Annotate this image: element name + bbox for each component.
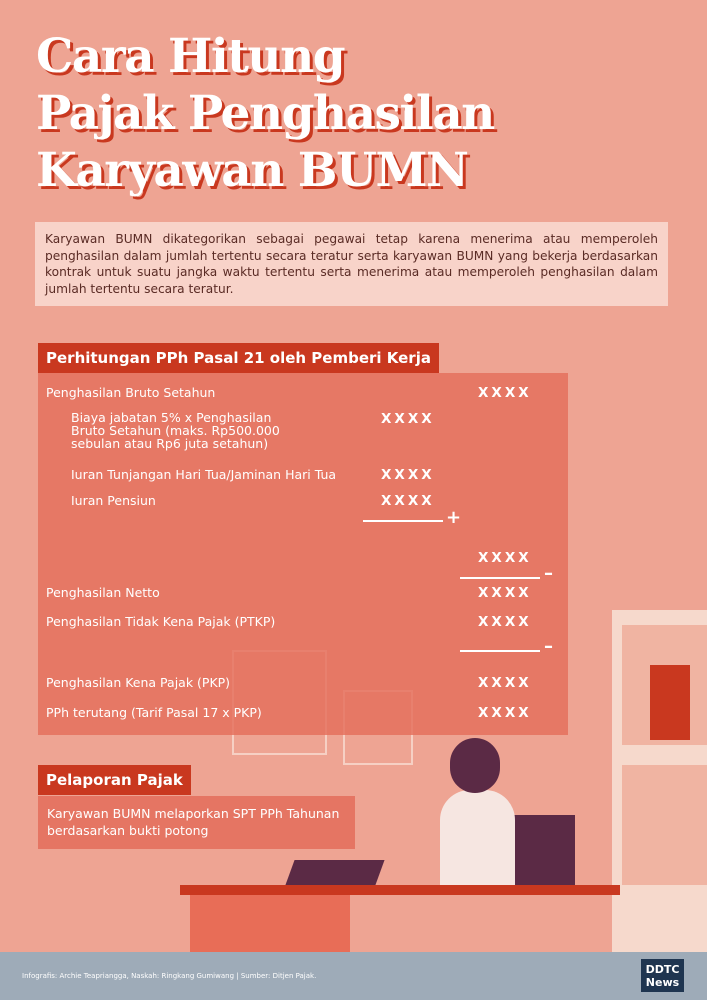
row-netto: Penghasilan Netto bbox=[46, 585, 160, 600]
shelf-inner-2 bbox=[622, 765, 707, 885]
desk bbox=[180, 885, 620, 895]
pelaporan-heading: Pelaporan Pajak bbox=[38, 765, 191, 795]
value-pkp: XXXX bbox=[478, 675, 532, 691]
sum-line bbox=[363, 520, 443, 522]
title-line-1: Cara Hitung bbox=[36, 29, 345, 84]
row-bruto: Penghasilan Bruto Setahun bbox=[46, 385, 216, 400]
row-iuran-tht: Iuran Tunjangan Hari Tua/Jaminan Hari Tua bbox=[71, 467, 337, 482]
row-pkp: Penghasilan Kena Pajak (PKP) bbox=[46, 675, 231, 690]
minus-sign-2: – bbox=[544, 636, 553, 657]
calc-panel bbox=[38, 373, 568, 735]
page-title bbox=[36, 28, 494, 199]
woman-hair bbox=[450, 738, 500, 793]
minus-sign: – bbox=[544, 563, 553, 584]
value-biaya: XXXX bbox=[381, 411, 435, 427]
desk-drawer bbox=[190, 895, 350, 952]
value-pph: XXXX bbox=[478, 705, 532, 721]
subtract-line-2 bbox=[460, 650, 540, 652]
title-line-3: Karyawan BUMN bbox=[36, 143, 468, 198]
value-subtotal: XXXX bbox=[478, 550, 532, 566]
value-netto: XXXX bbox=[478, 585, 532, 601]
value-iuran-tht: XXXX bbox=[381, 467, 435, 483]
subtract-line bbox=[460, 577, 540, 579]
row-biaya: Biaya jabatan 5% x Penghasilan Bruto Setahun (maks. Rp500.000 sebulan atau Rp6 juta setahun) bbox=[71, 410, 280, 451]
laptop bbox=[285, 860, 384, 885]
footer bbox=[0, 952, 707, 1000]
row-iuran-pensiun: Iuran Pensiun bbox=[71, 493, 156, 508]
row-pph: PPh terutang (Tarif Pasal 17 x PKP) bbox=[46, 705, 262, 720]
books bbox=[650, 665, 690, 740]
footer-credits: Infografis: Archie Teapriangga, Naskah: Ringkang Gumiwang | Sumber: Ditjen Pajak. bbox=[22, 972, 317, 980]
ddtc-news-logo: DDTC News bbox=[641, 959, 684, 992]
woman-body bbox=[440, 790, 515, 890]
value-ptkp: XXXX bbox=[478, 614, 532, 630]
value-iuran-pensiun: XXXX bbox=[381, 493, 435, 509]
title-line-2: Pajak Penghasilan bbox=[36, 86, 494, 141]
value-bruto: XXXX bbox=[478, 385, 532, 401]
pelaporan-text: Karyawan BUMN melaporkan SPT PPh Tahunan berdasarkan bukti potong bbox=[38, 796, 355, 849]
plus-sign: + bbox=[446, 507, 462, 528]
row-ptkp: Penghasilan Tidak Kena Pajak (PTKP) bbox=[46, 614, 276, 629]
calc-heading: Perhitungan PPh Pasal 21 oleh Pemberi Kerja bbox=[38, 343, 439, 373]
intro-text: Karyawan BUMN dikategorikan sebagai pegawai tetap karena menerima atau memperoleh penghasilan dalam jumlah tertentu secara teratur serta karyawan BUMN yang bekerja berdasarkan kontrak untuk suatu jangka waktu tertentu serta menerima atau memperoleh penghasilan dalam jumlah tertentu secara teratur. bbox=[35, 222, 668, 306]
